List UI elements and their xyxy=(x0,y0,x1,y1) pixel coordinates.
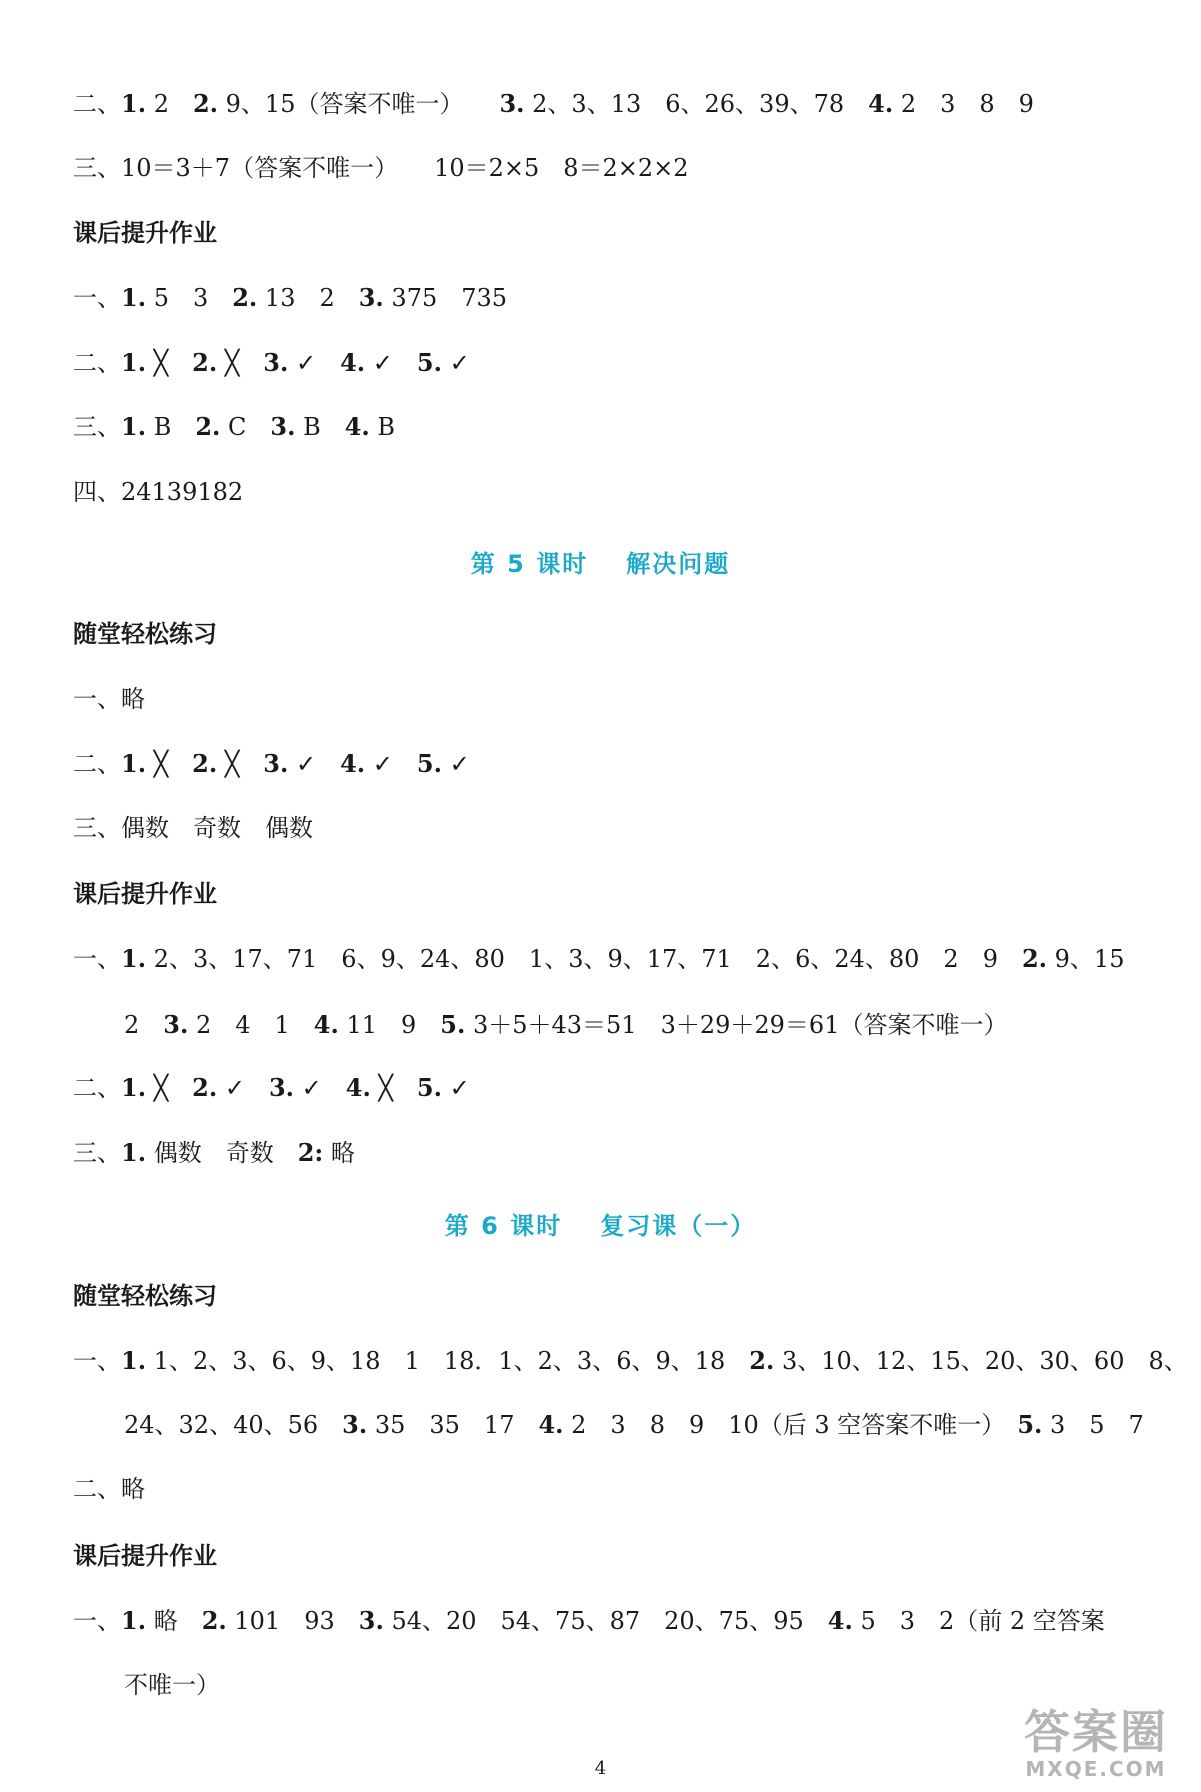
question-number: 1. xyxy=(121,944,147,973)
answer-line xyxy=(73,477,243,507)
answer-text: 9、15 xyxy=(1047,945,1125,973)
question-number: 4. xyxy=(340,348,366,377)
question-number: 4. xyxy=(868,89,894,118)
page-number: 4 xyxy=(594,1758,607,1779)
answer-text: 二、 xyxy=(73,1074,121,1102)
question-number: 3. xyxy=(342,1410,368,1439)
answer-text: ╳ xyxy=(217,349,264,377)
question-number: 3. xyxy=(270,412,296,441)
answer-text: 一、 xyxy=(73,945,121,973)
question-number: 4. xyxy=(827,1606,853,1635)
answer-text: 三、偶数 奇数 偶数 xyxy=(73,814,313,842)
answer-line xyxy=(73,153,689,183)
question-number: 3. xyxy=(263,348,289,377)
answer-text: 一、 xyxy=(73,284,121,312)
watermark-url: MXQE.COM xyxy=(1025,1757,1167,1781)
question-number: 2. xyxy=(192,749,218,778)
section-heading: 课后提升作业 xyxy=(73,219,217,247)
question-number: 3. xyxy=(499,89,525,118)
answer-line xyxy=(73,1474,145,1504)
answer-text: 9、15（答案不唯一） xyxy=(218,90,500,118)
answer-text: 2 3 8 9 xyxy=(893,90,1034,118)
answer-text: C xyxy=(220,413,271,441)
answer-text: 3 5 7 xyxy=(1042,1411,1144,1439)
answer-text: ✓ xyxy=(217,1074,269,1102)
question-number: 1. xyxy=(121,1138,147,1167)
question-number: 2. xyxy=(195,412,221,441)
answer-line xyxy=(73,1606,1105,1636)
answer-text: ✓ xyxy=(294,1074,346,1102)
answer-line xyxy=(124,1670,220,1700)
question-number: 5. xyxy=(416,749,442,778)
answer-text: ✓ xyxy=(441,1074,470,1102)
question-number: 1. xyxy=(121,1073,147,1102)
answer-text: 一、 xyxy=(73,1347,121,1375)
answer-text: 三、10＝3＋7（答案不唯一） 10＝2×5 8＝2×2×2 xyxy=(73,154,689,182)
answer-text: ╳ xyxy=(146,349,193,377)
question-number: 2. xyxy=(232,283,258,312)
answer-text: 二、 xyxy=(73,90,121,118)
question-number: 2. xyxy=(201,1606,227,1635)
answer-text: ╳ xyxy=(146,750,193,778)
answer-text: 二、略 xyxy=(73,1475,145,1503)
answer-text: 3＋5＋43＝51 3＋29＋29＝61（答案不唯一） xyxy=(465,1011,1008,1039)
question-number: 1. xyxy=(121,1346,147,1375)
question-number: 2. xyxy=(192,348,218,377)
answer-text: 四、24139182 xyxy=(73,478,244,506)
watermark-text: 答案圈 xyxy=(1024,1705,1168,1759)
question-number: 5. xyxy=(416,1073,442,1102)
answer-text: 偶数 奇数 xyxy=(146,1139,298,1167)
section-heading: 随堂轻松练习 xyxy=(73,1282,217,1310)
answer-text: ✓ xyxy=(288,349,341,377)
answer-line xyxy=(73,348,470,378)
answer-text: ✓ xyxy=(365,750,417,778)
lesson-topic: 复习课（一） xyxy=(600,1212,757,1240)
answer-text: ╳ xyxy=(217,750,264,778)
question-number: 4. xyxy=(340,749,366,778)
answer-line xyxy=(73,813,313,843)
answer-text: 三、 xyxy=(73,1139,121,1167)
answer-line xyxy=(73,749,470,779)
question-number: 1. xyxy=(121,749,147,778)
question-number: 2. xyxy=(1021,944,1048,973)
lesson-number: 第 6 课时 xyxy=(444,1212,563,1240)
answer-text: 二、 xyxy=(73,349,121,377)
answer-text: 5 3 xyxy=(146,284,233,312)
answer-text: B xyxy=(369,413,396,441)
question-number: 5. xyxy=(440,1010,466,1039)
watermark-logo xyxy=(1001,1706,1191,1784)
answer-line xyxy=(73,412,395,442)
section-heading: 课后提升作业 xyxy=(73,880,217,908)
question-number: 2. xyxy=(192,89,219,118)
answer-text: 2、3、17、71 6、9、24、80 1、3、9、17、71 2、6、24、80 2 9 xyxy=(146,945,1022,973)
question-number: 5. xyxy=(1017,1410,1043,1439)
question-number: 3. xyxy=(163,1010,189,1039)
answer-text: 三、 xyxy=(73,413,121,441)
question-number: 5. xyxy=(416,348,442,377)
answer-text: 5 3 2（前 2 空答案 xyxy=(852,1607,1105,1635)
answer-text: 2、3、13 6、26、39、78 xyxy=(524,90,869,118)
question-number: 2. xyxy=(749,1346,775,1375)
answer-text: 1、2、3、6、9、18 1 18．1、2、3、6、9、18 xyxy=(146,1347,750,1375)
answer-text: ✓ xyxy=(441,750,470,778)
question-number: 4. xyxy=(313,1010,339,1039)
answer-text: 2 xyxy=(124,1011,164,1039)
question-number: 4. xyxy=(345,1073,371,1102)
question-number: 3. xyxy=(268,1073,295,1102)
answer-text: 54、20 54、75、87 20、75、95 xyxy=(383,1607,828,1635)
answer-line xyxy=(73,1138,355,1168)
lesson-number: 第 5 课时 xyxy=(470,550,589,578)
answer-line xyxy=(73,944,1124,974)
question-number: 1. xyxy=(121,89,147,118)
lesson-topic: 解决问题 xyxy=(626,550,731,578)
answer-text: ╳ xyxy=(370,1074,417,1102)
answer-text: 13 2 xyxy=(257,284,359,312)
answer-text: B xyxy=(295,413,345,441)
question-number: 1. xyxy=(121,412,147,441)
answer-text: 2 3 8 9 10（后 3 空答案不唯一） xyxy=(563,1411,1018,1439)
answer-text: 一、 xyxy=(73,1607,121,1635)
answer-text: ✓ xyxy=(365,349,417,377)
question-number: 4. xyxy=(538,1410,564,1439)
question-number: 3. xyxy=(358,1606,384,1635)
question-number: 3. xyxy=(358,283,384,312)
answer-text: 24、32、40、56 xyxy=(124,1411,343,1439)
answer-text: 2 4 1 xyxy=(188,1011,314,1039)
question-number: 1. xyxy=(121,348,147,377)
lesson-title xyxy=(0,549,1201,579)
question-number: 2: xyxy=(297,1138,324,1167)
answer-text: 101 93 xyxy=(226,1607,359,1635)
question-number: 4. xyxy=(344,412,370,441)
answer-line xyxy=(73,283,507,313)
answer-text: 375 735 xyxy=(383,284,508,312)
answer-line xyxy=(73,1346,1188,1376)
answer-text: ╳ xyxy=(146,1074,193,1102)
question-number: 1. xyxy=(121,283,147,312)
answer-text: 一、略 xyxy=(73,685,145,713)
section-heading: 课后提升作业 xyxy=(73,1542,217,1570)
answer-text: 不唯一） xyxy=(124,1671,220,1699)
answer-text: 11 9 xyxy=(338,1011,441,1039)
lesson-title xyxy=(0,1211,1201,1241)
answer-line xyxy=(73,684,145,714)
answer-line xyxy=(124,1010,1007,1040)
section-heading: 随堂轻松练习 xyxy=(73,620,217,648)
answer-text: 二、 xyxy=(73,750,121,778)
question-number: 1. xyxy=(121,1606,147,1635)
answer-text: ✓ xyxy=(288,750,341,778)
answer-text: 略 xyxy=(323,1139,355,1167)
answer-text: 2 xyxy=(146,90,193,118)
answer-text: 3、10、12、15、20、30、60 8、 xyxy=(774,1347,1188,1375)
answer-line xyxy=(124,1410,1144,1440)
answer-text: 35 35 17 xyxy=(367,1411,539,1439)
answer-text: ✓ xyxy=(441,349,470,377)
question-number: 3. xyxy=(263,749,289,778)
answer-text: B xyxy=(146,413,196,441)
answer-text: 略 xyxy=(146,1607,202,1635)
answer-line xyxy=(73,89,1034,119)
question-number: 2. xyxy=(192,1073,218,1102)
answer-line xyxy=(73,1073,470,1103)
